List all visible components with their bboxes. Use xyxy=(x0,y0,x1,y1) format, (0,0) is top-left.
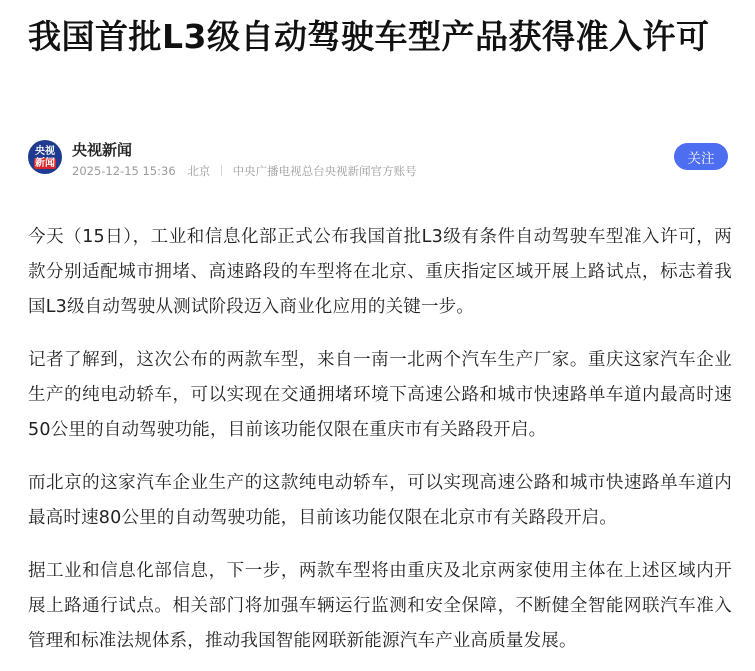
follow-button[interactable]: 关注 xyxy=(674,143,728,170)
author-name[interactable]: 央视新闻 xyxy=(72,141,133,159)
article-paragraph: 记者了解到，这次公布的两款车型，来自一南一北两个汽车生产厂家。重庆这家汽车企业生产的纯电动轿车，可以实现在交通拥堵环境下高速公路和城市快速路单车道内最高时速50公里的自动驾驶功能，目前该功能仅限在重庆市有关路段开启。 xyxy=(28,350,732,440)
author-bar xyxy=(28,140,728,180)
article-paragraph: 今天（15日），工业和信息化部正式公布我国首批L3级有条件自动驾驶车型准入许可，两款分别适配城市拥堵、高速路段的车型将在北京、重庆指定区域开展上路试点，标志着我国L3级自动驾驶从测试阶段迈入商业化应用的关键一步。 xyxy=(28,227,732,317)
publish-location: 北京 xyxy=(187,164,211,178)
avatar-logo-bottom: 新闻 xyxy=(35,157,55,169)
publish-info xyxy=(72,163,417,179)
avatar-logo-top: 央视 xyxy=(35,145,55,157)
meta-divider xyxy=(221,165,222,176)
account-description: 中央广播电视总台央视新闻官方账号 xyxy=(232,164,417,178)
article-paragraph: 据工业和信息化部信息，下一步，两款车型将由重庆及北京两家使用主体在上述区域内开展上路通行试点。相关部门将加强车辆运行监测和安全保障，不断健全智能网联汽车准入管理和标准法规体系，推动我国智能网联新能源汽车产业高质量发展。 xyxy=(28,561,732,651)
publish-date: 2025-12-15 15:36 xyxy=(72,164,176,178)
article-body xyxy=(28,220,732,671)
article-title: 我国首批L3级自动驾驶车型产品获得准入许可 xyxy=(28,17,710,56)
author-avatar[interactable] xyxy=(28,140,62,174)
article-paragraph: 而北京的这家汽车企业生产的这款纯电动轿车，可以实现高速公路和城市快速路单车道内最高时速80公里的自动驾驶功能，目前该功能仅限在北京市有关路段开启。 xyxy=(28,473,732,528)
